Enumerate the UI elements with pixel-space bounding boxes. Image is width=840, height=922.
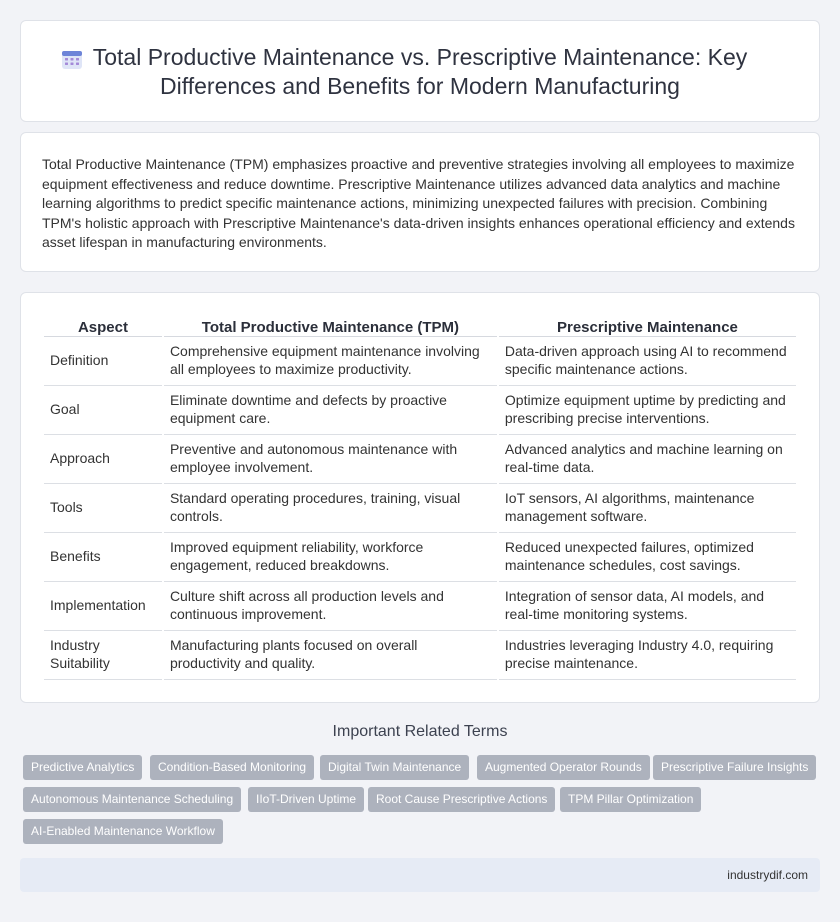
table-row <box>44 386 796 435</box>
aspect-cell: Implementation <box>44 582 162 631</box>
prescriptive-cell: Advanced analytics and machine learning on real-time data. <box>499 435 796 484</box>
tpm-cell: Improved equipment reliability, workforce engagement, reduced breakdowns. <box>164 533 497 582</box>
table-row <box>44 337 796 386</box>
comparison-table-card <box>20 292 820 703</box>
table-row <box>44 631 796 680</box>
comparison-table <box>42 317 798 680</box>
table-header-row <box>44 317 796 337</box>
related-term-tag[interactable]: Predictive Analytics <box>23 755 142 780</box>
header-tpm: Total Productive Maintenance (TPM) <box>164 317 497 337</box>
intro-paragraph: Total Productive Maintenance (TPM) emphasizes proactive and preventive strategies involving all employees to maximize equipment effectiveness and reduce downtime. Prescriptive Maintenance utilizes advanced data analytics and machine learning algorithms to predict specific maintenance actions, minimizing unexpected failures with precision. Combining TPM's holistic approach with Prescriptive Maintenance's data-driven insights enhances operational efficiency and extends asset lifespan in manufacturing environments. <box>42 156 795 251</box>
footer <box>20 858 820 892</box>
prescriptive-cell: Optimize equipment uptime by predicting and prescribing precise interventions. <box>499 386 796 435</box>
page-title: Total Productive Maintenance vs. Prescriptive Maintenance: Key Differences and Benefits for Modern Manufacturing <box>92 44 748 99</box>
prescriptive-cell: Integration of sensor data, AI models, and real-time monitoring systems. <box>499 582 796 631</box>
related-term-tag[interactable]: Augmented Operator Rounds <box>477 755 650 780</box>
prescriptive-cell: Data-driven approach using AI to recommend specific maintenance actions. <box>499 337 796 386</box>
tpm-cell: Standard operating procedures, training, visual controls. <box>164 484 497 533</box>
intro-card <box>20 132 820 272</box>
related-term-tag[interactable]: TPM Pillar Optimization <box>560 787 701 812</box>
related-term-tag[interactable]: Autonomous Maintenance Scheduling <box>23 787 241 812</box>
aspect-cell: Approach <box>44 435 162 484</box>
aspect-cell: Tools <box>44 484 162 533</box>
tpm-cell: Preventive and autonomous maintenance with employee involvement. <box>164 435 497 484</box>
related-term-tag[interactable]: Prescriptive Failure Insights <box>653 755 816 780</box>
aspect-cell: Goal <box>44 386 162 435</box>
related-term-tag[interactable]: AI-Enabled Maintenance Workflow <box>23 819 223 844</box>
table-row <box>44 435 796 484</box>
table-row <box>44 533 796 582</box>
aspect-cell: Definition <box>44 337 162 386</box>
related-term-tag[interactable]: Condition-Based Monitoring <box>150 755 314 780</box>
tpm-cell: Manufacturing plants focused on overall productivity and quality. <box>164 631 497 680</box>
tpm-cell: Eliminate downtime and defects by proactive equipment care. <box>164 386 497 435</box>
title-card <box>20 20 820 122</box>
header-aspect: Aspect <box>44 317 162 337</box>
tpm-cell: Culture shift across all production levels and continuous improvement. <box>164 582 497 631</box>
related-term-tag[interactable]: IIoT-Driven Uptime <box>248 787 364 812</box>
prescriptive-cell: Reduced unexpected failures, optimized maintenance schedules, cost savings. <box>499 533 796 582</box>
related-terms-title: Important Related Terms <box>332 723 508 740</box>
tpm-cell: Comprehensive equipment maintenance involving all employees to maximize productivity. <box>164 337 497 386</box>
related-term-tag[interactable]: Root Cause Prescriptive Actions <box>368 787 555 812</box>
table-row <box>44 484 796 533</box>
related-term-tag[interactable]: Digital Twin Maintenance <box>320 755 469 780</box>
aspect-cell: Industry Suitability <box>44 631 162 680</box>
prescriptive-cell: Industries leveraging Industry 4.0, requiring precise maintenance. <box>499 631 796 680</box>
header-prescriptive: Prescriptive Maintenance <box>499 317 796 337</box>
prescriptive-cell: IoT sensors, AI algorithms, maintenance management software. <box>499 484 796 533</box>
aspect-cell: Benefits <box>44 533 162 582</box>
footer-site-link[interactable]: industrydif.com <box>727 868 808 882</box>
table-row <box>44 582 796 631</box>
